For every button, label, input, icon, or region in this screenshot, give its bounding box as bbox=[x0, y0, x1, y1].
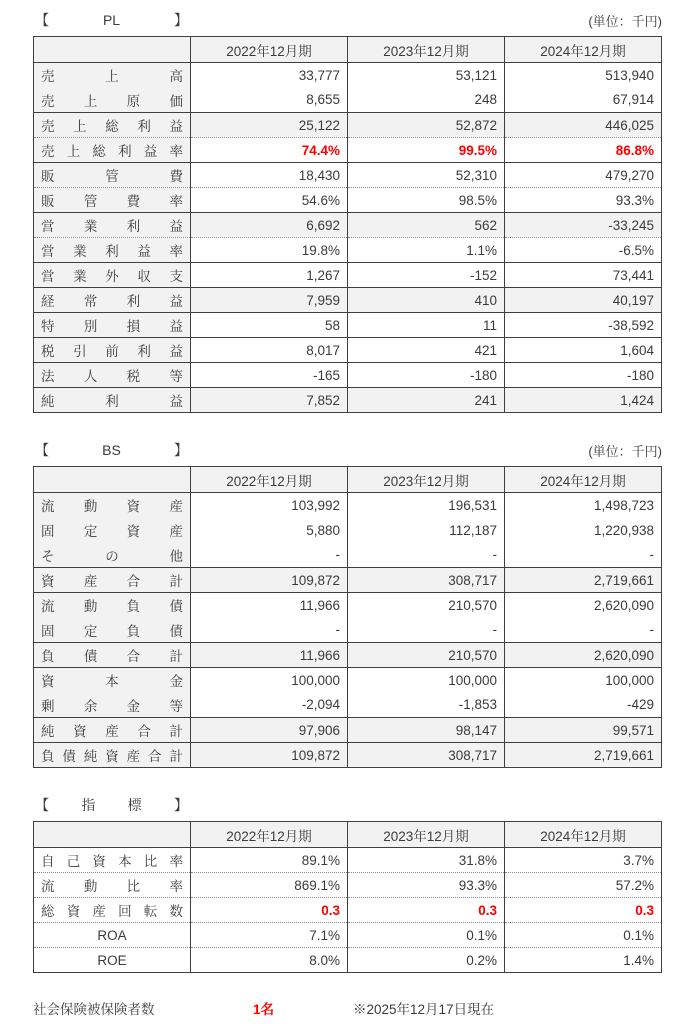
row-value: -180 bbox=[505, 363, 662, 388]
row-value: 11 bbox=[348, 313, 505, 338]
row-value: 100,000 bbox=[348, 668, 505, 693]
table-row bbox=[34, 668, 662, 693]
table-row bbox=[34, 923, 662, 948]
title-token: 】 bbox=[173, 797, 188, 813]
row-value: 97,906 bbox=[191, 718, 348, 743]
row-value: 308,717 bbox=[348, 743, 505, 768]
row-label: 流 動 比 率 bbox=[34, 873, 191, 898]
section-bs bbox=[33, 438, 662, 768]
row-value: -165 bbox=[191, 363, 348, 388]
row-value: 210,570 bbox=[348, 643, 505, 668]
row-value: 2,620,090 bbox=[505, 593, 662, 618]
row-value: 2,719,661 bbox=[505, 743, 662, 768]
table-row bbox=[34, 188, 662, 213]
row-label: 営 業 利 益 bbox=[34, 213, 191, 238]
row-label: 純 利 益 bbox=[34, 388, 191, 413]
table-row bbox=[34, 88, 662, 113]
table-row bbox=[34, 313, 662, 338]
row-label: 資 産 合 計 bbox=[34, 568, 191, 593]
title-token: 【 bbox=[35, 442, 49, 458]
row-value: 109,872 bbox=[191, 568, 348, 593]
table-row bbox=[34, 618, 662, 643]
table-row bbox=[34, 718, 662, 743]
row-label: 税 引 前 利 益 bbox=[34, 338, 191, 363]
row-value: 1.4% bbox=[505, 948, 662, 973]
row-value: 0.3 bbox=[348, 898, 505, 923]
column-header: 2024年12月期 bbox=[505, 467, 662, 493]
table-row bbox=[34, 543, 662, 568]
row-value: -2,094 bbox=[191, 693, 348, 718]
row-value: 73,441 bbox=[505, 263, 662, 288]
table-row bbox=[34, 518, 662, 543]
bs-table-body bbox=[34, 493, 662, 768]
row-value: 513,940 bbox=[505, 63, 662, 88]
row-label: 流 動 資 産 bbox=[34, 493, 191, 518]
row-value: 869.1% bbox=[191, 873, 348, 898]
column-header: 2024年12月期 bbox=[505, 822, 662, 848]
table-row bbox=[34, 593, 662, 618]
row-label: ROE bbox=[34, 948, 191, 973]
row-label: ROA bbox=[34, 923, 191, 948]
row-value: 99,571 bbox=[505, 718, 662, 743]
table-row bbox=[34, 643, 662, 668]
title-token: 【 bbox=[35, 12, 49, 28]
row-value: -429 bbox=[505, 693, 662, 718]
table-row bbox=[34, 848, 662, 873]
column-header: 2022年12月期 bbox=[191, 822, 348, 848]
row-value: 89.1% bbox=[191, 848, 348, 873]
corner-cell bbox=[34, 822, 191, 848]
row-value: 33,777 bbox=[191, 63, 348, 88]
row-value: 6,692 bbox=[191, 213, 348, 238]
row-label: そ の 他 bbox=[34, 543, 191, 568]
row-value: -152 bbox=[348, 263, 505, 288]
row-value: - bbox=[348, 618, 505, 643]
row-value: 67,914 bbox=[505, 88, 662, 113]
footer-note bbox=[33, 998, 662, 1018]
row-value: 18,430 bbox=[191, 163, 348, 188]
title-token: 指 bbox=[81, 797, 96, 813]
row-label: 固 定 資 産 bbox=[34, 518, 191, 543]
table-row bbox=[34, 163, 662, 188]
pl-table-body bbox=[34, 63, 662, 413]
table-row bbox=[34, 63, 662, 88]
row-value: 98.5% bbox=[348, 188, 505, 213]
row-label: 販 管 費 率 bbox=[34, 188, 191, 213]
table-row bbox=[34, 363, 662, 388]
row-value: - bbox=[505, 543, 662, 568]
row-value: -33,245 bbox=[505, 213, 662, 238]
row-value: 31.8% bbox=[348, 848, 505, 873]
table-row bbox=[34, 693, 662, 718]
row-value: 0.3 bbox=[505, 898, 662, 923]
title-token: 】 bbox=[174, 442, 188, 458]
column-header: 2023年12月期 bbox=[348, 467, 505, 493]
row-value: - bbox=[191, 618, 348, 643]
row-label: 負 債 純 資 産 合 計 bbox=[34, 743, 191, 768]
column-header: 2022年12月期 bbox=[191, 37, 348, 63]
row-value: 1.1% bbox=[348, 238, 505, 263]
row-label: 法 人 税 等 bbox=[34, 363, 191, 388]
row-value: 58 bbox=[191, 313, 348, 338]
row-value: 11,966 bbox=[191, 643, 348, 668]
table-row bbox=[34, 873, 662, 898]
row-value: 1,267 bbox=[191, 263, 348, 288]
row-label: 総 資 産 回 転 数 bbox=[34, 898, 191, 923]
bs-table bbox=[33, 466, 662, 768]
row-label: 売 上 高 bbox=[34, 63, 191, 88]
row-value: - bbox=[191, 543, 348, 568]
row-value: 2,719,661 bbox=[505, 568, 662, 593]
column-header: 2023年12月期 bbox=[348, 37, 505, 63]
row-value: 100,000 bbox=[505, 668, 662, 693]
row-value: 241 bbox=[348, 388, 505, 413]
row-label: 営 業 外 収 支 bbox=[34, 263, 191, 288]
header-row bbox=[34, 822, 662, 848]
row-label: 売 上 原 価 bbox=[34, 88, 191, 113]
indicators-table bbox=[33, 821, 662, 973]
corner-cell bbox=[34, 467, 191, 493]
table-row bbox=[34, 138, 662, 163]
row-value: -1,853 bbox=[348, 693, 505, 718]
pl-section-header bbox=[33, 8, 662, 30]
row-value: 19.8% bbox=[191, 238, 348, 263]
row-value: 0.1% bbox=[348, 923, 505, 948]
row-value: -38,592 bbox=[505, 313, 662, 338]
row-value: 210,570 bbox=[348, 593, 505, 618]
row-value: 1,498,723 bbox=[505, 493, 662, 518]
row-label: 固 定 負 債 bbox=[34, 618, 191, 643]
insured-count-value: 1名 bbox=[253, 1002, 275, 1017]
row-value: 8,655 bbox=[191, 88, 348, 113]
row-label: 自 己 資 本 比 率 bbox=[34, 848, 191, 873]
header-row bbox=[34, 37, 662, 63]
row-value: - bbox=[505, 618, 662, 643]
row-label: 特 別 損 益 bbox=[34, 313, 191, 338]
indicators-section-header bbox=[33, 793, 662, 815]
section-pl bbox=[33, 8, 662, 413]
row-value: 52,872 bbox=[348, 113, 505, 138]
row-value: 74.4% bbox=[191, 138, 348, 163]
row-value: 103,992 bbox=[191, 493, 348, 518]
pl-table bbox=[33, 36, 662, 413]
table-row bbox=[34, 288, 662, 313]
row-value: 40,197 bbox=[505, 288, 662, 313]
section-title bbox=[33, 10, 190, 30]
row-label: 販 管 費 bbox=[34, 163, 191, 188]
row-value: 57.2% bbox=[505, 873, 662, 898]
row-value: 53,121 bbox=[348, 63, 505, 88]
corner-cell bbox=[34, 37, 191, 63]
row-value: 109,872 bbox=[191, 743, 348, 768]
row-value: 308,717 bbox=[348, 568, 505, 593]
unit-label: (単位：千円) bbox=[588, 14, 662, 29]
row-value: -6.5% bbox=[505, 238, 662, 263]
row-value: 93.3% bbox=[505, 188, 662, 213]
table-row bbox=[34, 113, 662, 138]
table-row bbox=[34, 898, 662, 923]
row-value: 479,270 bbox=[505, 163, 662, 188]
row-value: 421 bbox=[348, 338, 505, 363]
title-token: 【 bbox=[35, 797, 49, 813]
row-value: 99.5% bbox=[348, 138, 505, 163]
row-value: 7.1% bbox=[191, 923, 348, 948]
table-row bbox=[34, 338, 662, 363]
column-header: 2023年12月期 bbox=[348, 822, 505, 848]
table-row bbox=[34, 948, 662, 973]
unit-label: (単位：千円) bbox=[588, 444, 662, 459]
row-value: 52,310 bbox=[348, 163, 505, 188]
row-value: 11,966 bbox=[191, 593, 348, 618]
row-label: 資 本 金 bbox=[34, 668, 191, 693]
row-value: 8.0% bbox=[191, 948, 348, 973]
row-label: 営 業 利 益 率 bbox=[34, 238, 191, 263]
row-value: 3.7% bbox=[505, 848, 662, 873]
table-row bbox=[34, 568, 662, 593]
row-label: 売 上 総 利 益 bbox=[34, 113, 191, 138]
row-value: 410 bbox=[348, 288, 505, 313]
row-value: 112,187 bbox=[348, 518, 505, 543]
row-value: 93.3% bbox=[348, 873, 505, 898]
section-indicators bbox=[33, 793, 662, 973]
row-value: 86.8% bbox=[505, 138, 662, 163]
row-value: 1,220,938 bbox=[505, 518, 662, 543]
row-label: 純 資 産 合 計 bbox=[34, 718, 191, 743]
row-value: 54.6% bbox=[191, 188, 348, 213]
row-label: 売 上 総 利 益 率 bbox=[34, 138, 191, 163]
column-header: 2024年12月期 bbox=[505, 37, 662, 63]
row-value: 248 bbox=[348, 88, 505, 113]
row-value: 8,017 bbox=[191, 338, 348, 363]
row-label: 流 動 負 債 bbox=[34, 593, 191, 618]
row-value: 25,122 bbox=[191, 113, 348, 138]
table-row bbox=[34, 263, 662, 288]
row-value: 5,880 bbox=[191, 518, 348, 543]
row-value: 196,531 bbox=[348, 493, 505, 518]
row-value: 7,959 bbox=[191, 288, 348, 313]
title-token: 】 bbox=[174, 12, 188, 28]
insured-count-label: 社会保険被保険者数 bbox=[33, 1002, 155, 1017]
title-token: BS bbox=[102, 442, 121, 458]
row-label: 負 債 合 計 bbox=[34, 643, 191, 668]
title-token: 標 bbox=[127, 797, 142, 813]
row-value: -180 bbox=[348, 363, 505, 388]
table-row bbox=[34, 743, 662, 768]
row-label: 経 常 利 益 bbox=[34, 288, 191, 313]
header-row bbox=[34, 467, 662, 493]
row-value: 1,604 bbox=[505, 338, 662, 363]
table-row bbox=[34, 493, 662, 518]
row-value: 0.2% bbox=[348, 948, 505, 973]
row-value: 0.3 bbox=[191, 898, 348, 923]
table-row bbox=[34, 213, 662, 238]
row-value: 7,852 bbox=[191, 388, 348, 413]
row-value: - bbox=[348, 543, 505, 568]
section-title bbox=[33, 440, 190, 460]
row-value: 0.1% bbox=[505, 923, 662, 948]
column-header: 2022年12月期 bbox=[191, 467, 348, 493]
as-of-date-note: ※2025年12月17日現在 bbox=[353, 1002, 495, 1017]
row-value: 2,620,090 bbox=[505, 643, 662, 668]
row-value: 446,025 bbox=[505, 113, 662, 138]
row-label: 剰 余 金 等 bbox=[34, 693, 191, 718]
row-value: 98,147 bbox=[348, 718, 505, 743]
section-title bbox=[33, 795, 190, 815]
title-token: PL bbox=[102, 12, 121, 28]
row-value: 562 bbox=[348, 213, 505, 238]
table-row bbox=[34, 388, 662, 413]
indicators-table-body bbox=[34, 848, 662, 973]
bs-section-header bbox=[33, 438, 662, 460]
table-row bbox=[34, 238, 662, 263]
row-value: 100,000 bbox=[191, 668, 348, 693]
row-value: 1,424 bbox=[505, 388, 662, 413]
